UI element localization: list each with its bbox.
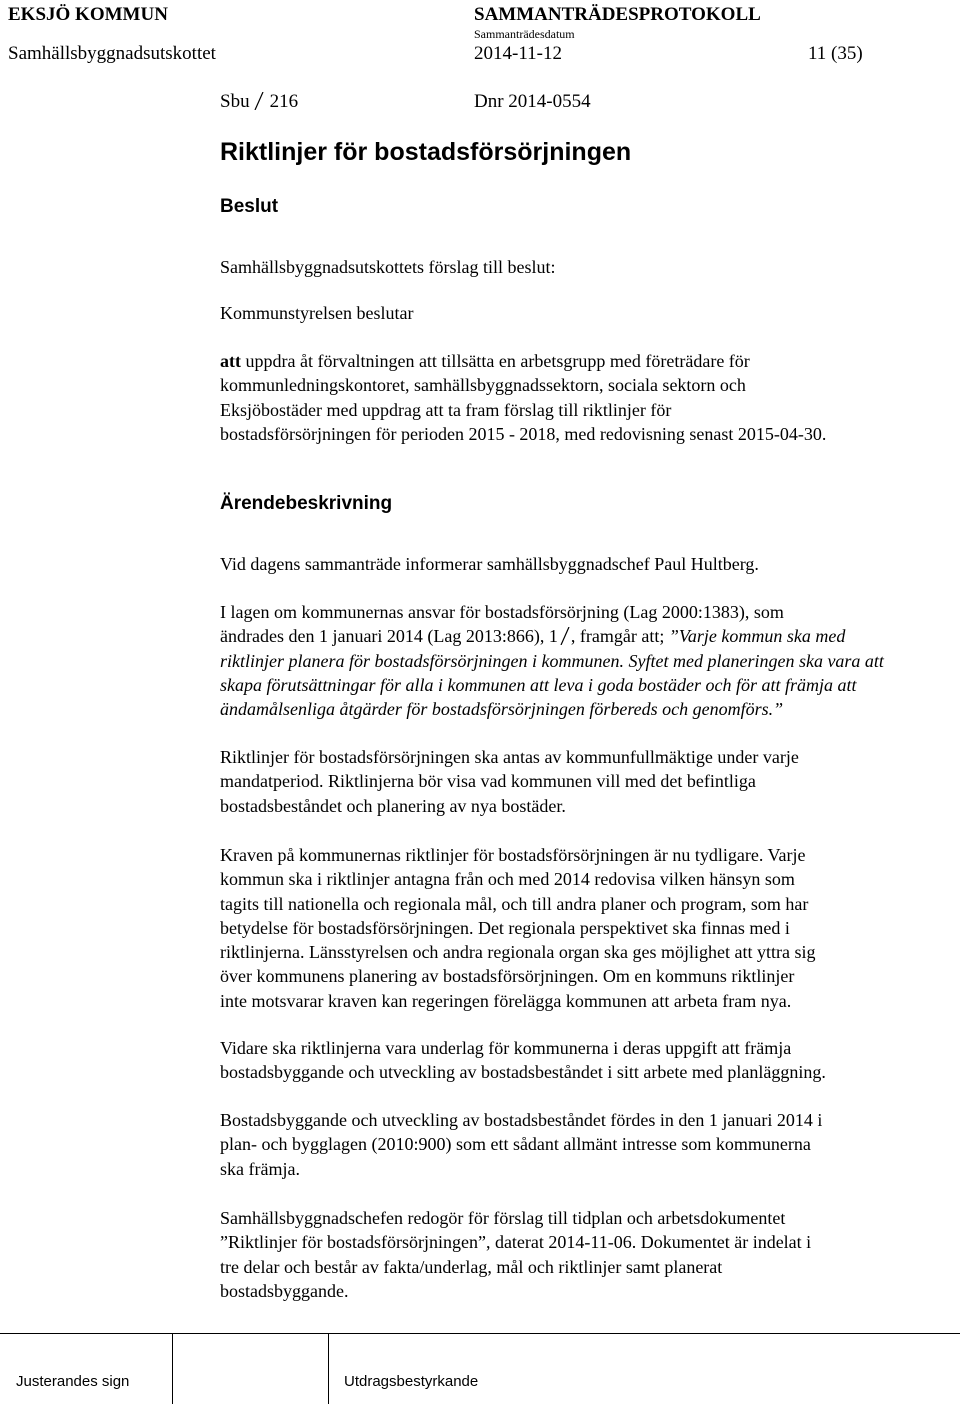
quote-line: skapa förutsättningar för alla i kommunen att leva i goda bostäder och för att främja att (220, 674, 857, 695)
paragraph-line: bostadsbyggande. (220, 1280, 349, 1301)
organization-name: EKSJÖ KOMMUN (8, 4, 168, 25)
decision-line-text: uppdra åt förvaltningen att tillsätta en arbetsgrupp med företrädare för (241, 351, 750, 371)
paragraph-line: Kraven på kommunernas riktlinjer för bostadsförsörjningen är nu tydligare. Varje (220, 845, 806, 865)
paragraph-line: plan- och bygglagen (2010:900) som ett sådant allmänt intresse som kommunerna (220, 1134, 811, 1155)
quote-line: ändamålsenliga åtgärder för bostadsförsörjningen förbereds och genomförs.” (220, 699, 784, 720)
paragraph-line (220, 624, 920, 648)
paragraph-line: Vidare ska riktlinjerna vara underlag för kommunerna i deras uppgift att främja (220, 1038, 792, 1058)
paragraph-line: tre delar och består av fakta/underlag, mål och riktlinjer samt planerat (220, 1256, 723, 1277)
justerandes-sign-label: Justerandes sign (16, 1373, 130, 1390)
description-p4 (220, 843, 920, 1013)
description-p3 (220, 745, 920, 818)
section-mark-icon (254, 92, 264, 110)
footer-separator (328, 1333, 329, 1404)
decision-line: Eksjöbostäder med uppdrag att ta fram förslag till riktlinjer för (220, 399, 672, 420)
page-number: 11 (35) (808, 43, 863, 64)
paragraph-line: över kommunens planering av bostadsförsörjningen. Om en kommuns riktlinjer (220, 966, 795, 987)
paragraph-line: Bostadsbyggande och utveckling av bostadsbeståndet fördes in den 1 januari 2014 i (220, 1110, 823, 1130)
meeting-date: 2014-11-12 (474, 43, 562, 64)
paragraph-line: Riktlinjer för bostadsförsörjningen ska antas av kommunfullmäktige under varje (220, 747, 799, 767)
paragraph-line: riktlinjerna. Länsstyrelsen och andra regionala organ ska ges möjlighet att yttra sig (220, 942, 816, 963)
paragraph-line: inte motsvarar kraven kan regeringen förelägga kommunen att arbeta fram nya. (220, 990, 792, 1011)
description-p1: Vid dagens sammanträde informerar samhällsbyggnadschef Paul Hultberg. (220, 554, 759, 574)
utdragsbestyrkande-label: Utdragsbestyrkande (344, 1373, 479, 1390)
paragraph-line: Samhällsbyggnadschefen redogör för förslag till tidplan och arbetsdokumentet (220, 1208, 786, 1228)
description-p5 (220, 1036, 920, 1085)
footer-divider (0, 1333, 960, 1334)
paragraph-line: kommun ska i riktlinjer antagna från och med 2014 redovisa vilken hänsyn som (220, 869, 795, 890)
quote-line: riktlinjer planera för bostadsförsörjningen i kommunen. Syftet med planeringen ska vara att (220, 650, 884, 671)
decision-line: bostadsförsörjningen för perioden 2015 - 2018, med redovisning senast 2015-04-30. (220, 423, 827, 444)
line-part: , framgår att; (570, 626, 669, 647)
date-label: Sammanträdesdatum (474, 27, 575, 41)
quote-start: ”Varje kommun ska med (668, 626, 846, 647)
decision-line: kommunledningskontoret, samhällsbyggnadssektorn, sociala sektorn och (220, 375, 746, 396)
paragraph-line: ska främja. (220, 1158, 300, 1179)
section-mark-icon (560, 627, 570, 645)
paragraph-line: tagits till nationella och regionala mål, och till andra planer och program, som har (220, 893, 809, 914)
proposal-intro: Samhällsbyggnadsutskottets förslag till beslut: (220, 257, 556, 277)
decision-text (220, 349, 920, 446)
line-part: ändrades den 1 januari 2014 (Lag 2013:866), 1 (220, 626, 558, 647)
case-prefix: Sbu (220, 91, 250, 112)
document-type: SAMMANTRÄDESPROTOKOLL (474, 4, 761, 25)
case-number (220, 91, 298, 113)
paragraph-line: I lagen om kommunernas ansvar för bostadsförsörjning (Lag 2000:1383), som (220, 602, 784, 622)
att-word: att (220, 351, 241, 371)
description-heading: Ärendebeskrivning (220, 493, 393, 514)
dnr: Dnr 2014-0554 (474, 91, 591, 112)
decision-line (220, 349, 920, 373)
page-title: Riktlinjer för bostadsförsörjningen (220, 138, 632, 166)
decision-heading: Beslut (220, 196, 279, 217)
paragraph-line: betydelse för bostadsförsörjningen. Det regionala perspektivet ska finnas med i (220, 917, 790, 938)
description-p2 (220, 600, 920, 721)
description-p6 (220, 1108, 920, 1181)
paragraph-line: ”Riktlinjer för bostadsförsörjningen”, daterat 2014-11-06. Dokumentet är indelat i (220, 1232, 812, 1253)
committee-name: Samhällsbyggnadsutskottet (8, 43, 216, 64)
paragraph-line: mandatperiod. Riktlinjerna bör visa vad kommunen vill med det befintliga (220, 771, 756, 792)
footer-separator (172, 1333, 173, 1404)
description-p7 (220, 1206, 920, 1303)
case-id: 216 (269, 91, 299, 112)
paragraph-line: bostadsbyggande och utveckling av bostadsbeståndet i sitt arbete med planläggning. (220, 1062, 826, 1083)
decider: Kommunstyrelsen beslutar (220, 303, 414, 323)
paragraph-line: bostadsbeståndet och planering av nya bostäder. (220, 795, 566, 816)
